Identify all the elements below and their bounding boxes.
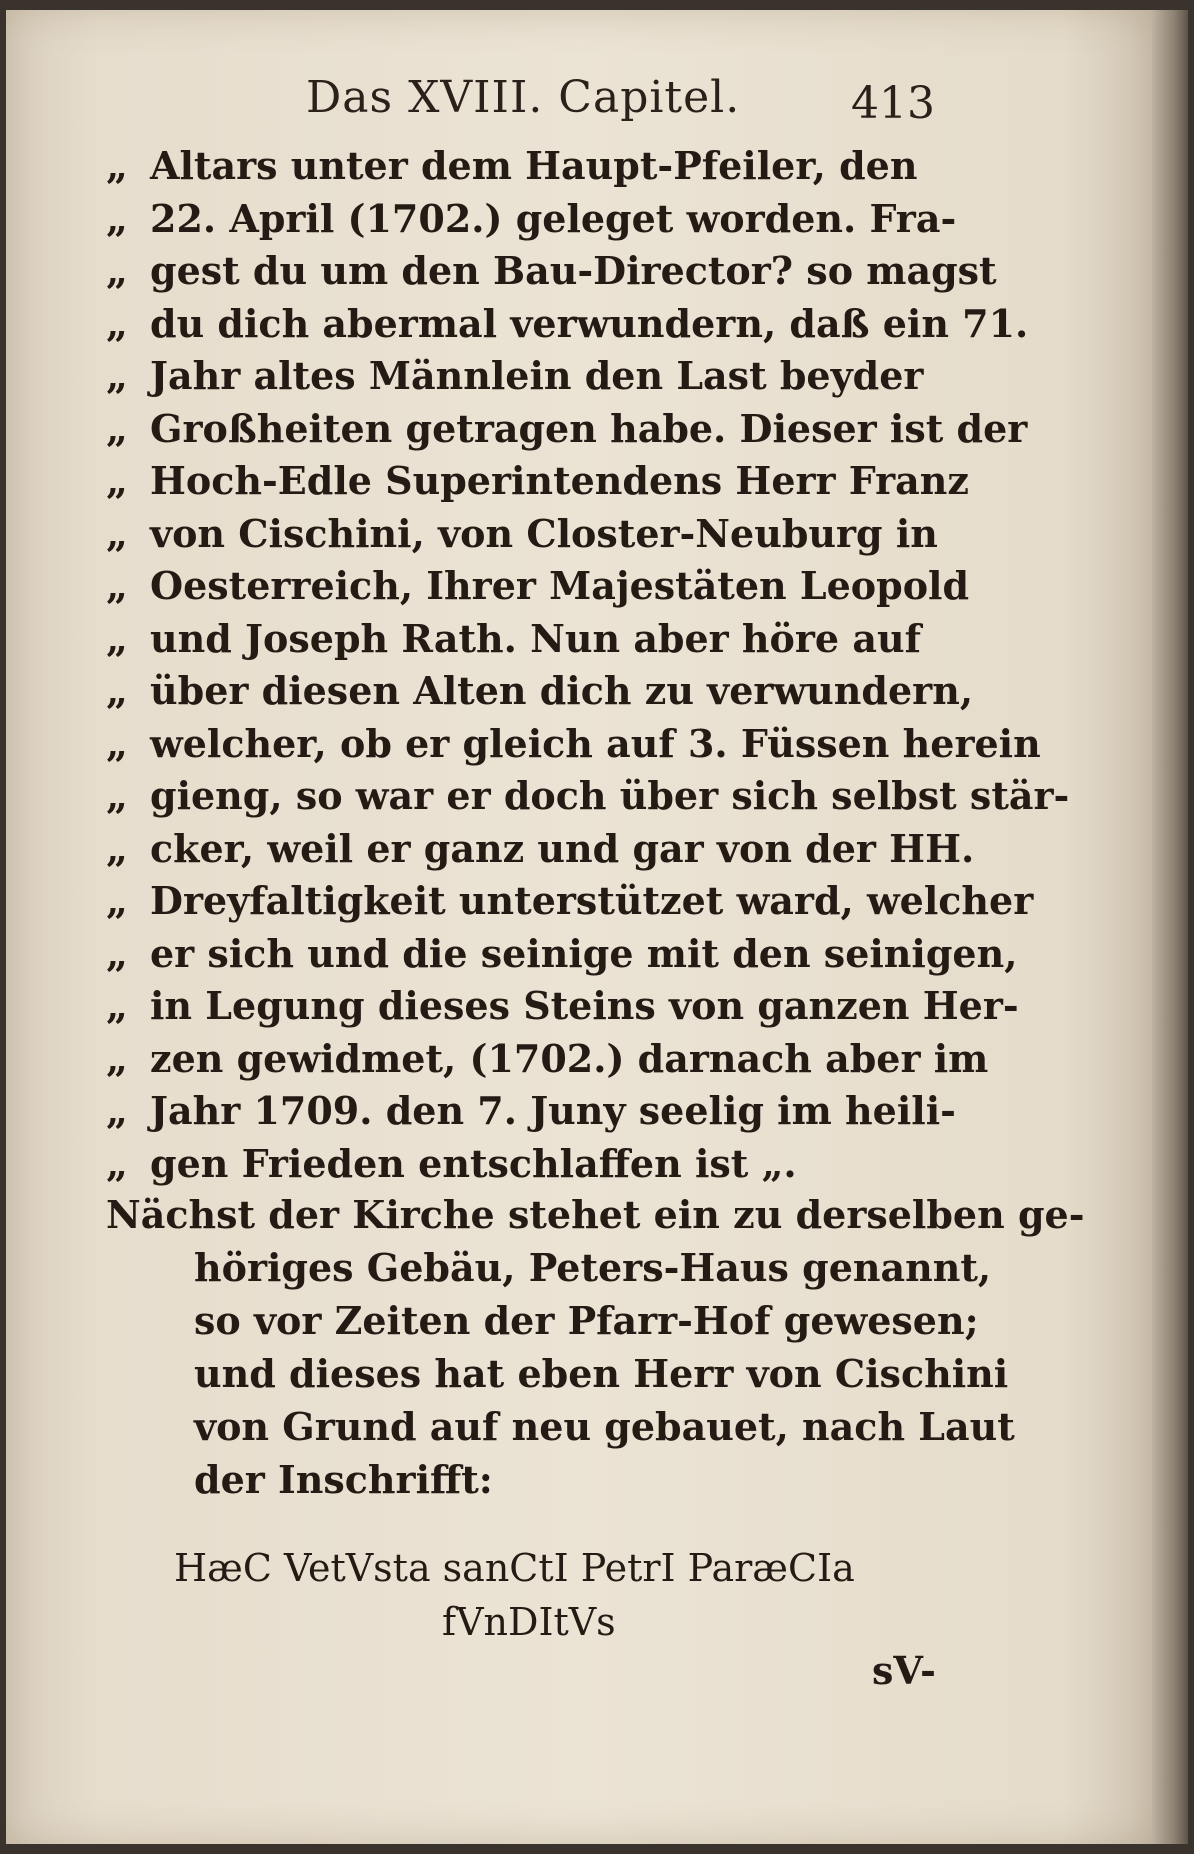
quote-mark: „ (106, 195, 128, 241)
quote-line (106, 350, 986, 403)
paragraph-line: der Inschrifft: (194, 1457, 493, 1502)
quote-line (106, 1033, 989, 1086)
quote-mark: „ (106, 615, 128, 661)
quote-mark: „ (106, 983, 128, 1028)
quote-line-text: gieng, so war er doch über sich selbst stär- (150, 773, 1070, 818)
quote-line-text: er sich und die seinige mit den seinigen, (150, 930, 1018, 976)
page-number: 413 (851, 78, 935, 129)
page-edge-shadow (1152, 10, 1188, 1844)
quote-line-text: 22. April (1702.) geleget worden. Fra- (150, 195, 957, 241)
quote-mark: „ (106, 1035, 128, 1081)
quote-line (106, 665, 986, 718)
quote-line-text: Jahr altes Männlein den Last beyder (150, 353, 924, 398)
quote-line (106, 455, 986, 508)
quote-mark: „ (106, 825, 128, 871)
paragraph-line: von Grund auf neu gebauet, nach Laut (194, 1404, 1015, 1449)
quote-line-text: Oesterreich, Ihrer Majestäten Leopold (150, 563, 970, 608)
quote-line-text: von Cischini, von Closter-Neuburg in (150, 510, 938, 556)
quote-mark: „ (106, 405, 128, 451)
quote-line (106, 403, 1028, 456)
quote-mark: „ (106, 300, 128, 346)
quote-mark: „ (106, 1088, 128, 1133)
quote-mark: „ (106, 930, 128, 976)
quote-line-text: Dreyfaltigkeit unterstützet ward, welcher (150, 878, 1034, 923)
quote-line (106, 928, 1018, 981)
quote-line (106, 718, 1041, 771)
quote-line-text: gest du um den Bau-Director? so magst (150, 248, 997, 293)
quote-mark: „ (106, 668, 128, 713)
quote-line (106, 140, 986, 193)
quote-mark: „ (106, 1140, 128, 1186)
quote-line (106, 823, 986, 876)
quote-line (106, 245, 997, 298)
quote-mark: „ (106, 878, 128, 923)
body-paragraph (106, 1188, 1085, 1506)
quote-line-text: du dich abermal verwundern, daß ein 71. (150, 300, 1029, 346)
paragraph-line: Nächst der Kirche stehet ein zu derselben ge- (106, 1192, 1085, 1237)
quote-mark: „ (106, 248, 128, 293)
quote-line-text: in Legung dieses Steins von ganzen Her- (150, 983, 1019, 1028)
catchword: sV- (872, 1648, 936, 1693)
quote-line-text: gen Frieden entschlaffen ist „. (150, 1140, 797, 1186)
quote-line (106, 508, 986, 561)
quote-line-text: Jahr 1709. den 7. Juny seelig im heili- (150, 1088, 956, 1133)
quote-line-text: cker, weil er ganz und gar von der HH. (150, 825, 975, 871)
inscription-line: fVnDItVs (442, 1600, 616, 1644)
quote-line-text: Großheiten getragen habe. Dieser ist der (150, 405, 1028, 451)
quote-line-text: über diesen Alten dich zu verwundern, (150, 668, 974, 713)
quote-line-text: Hoch-Edle Superintendens Herr Franz (150, 458, 969, 503)
quoted-passage (106, 140, 1070, 1190)
quote-line (106, 1085, 986, 1138)
quote-mark: „ (106, 458, 128, 503)
quote-line-text: und Joseph Rath. Nun aber höre auf (150, 615, 921, 661)
quote-line-text: welcher, ob er gleich auf 3. Füssen herein (150, 720, 1041, 766)
quote-mark: „ (106, 353, 128, 398)
quote-line (106, 875, 1034, 928)
paragraph-line: und dieses hat eben Herr von Cischini (194, 1351, 1009, 1396)
page-paper (6, 10, 1154, 1844)
page-header (6, 72, 1154, 132)
quote-mark: „ (106, 720, 128, 766)
quote-line (106, 298, 1029, 351)
quote-mark: „ (106, 510, 128, 556)
paragraph-line: höriges Gebäu, Peters-Haus genannt, (194, 1245, 992, 1290)
quote-line-text: zen gewidmet, (1702.) darnach aber im (150, 1035, 989, 1081)
quote-line (106, 770, 1070, 823)
quote-line (106, 613, 986, 666)
quote-mark: „ (106, 143, 128, 188)
quote-line (106, 560, 986, 613)
quote-mark: „ (106, 773, 128, 818)
quote-line (106, 1138, 986, 1191)
quote-line (106, 193, 986, 246)
running-title: Das XVIII. Capitel. (306, 72, 741, 123)
quote-line-text: Altars unter dem Haupt-Pfeiler, den (150, 143, 918, 188)
paragraph-line: so vor Zeiten der Pfarr-Hof gewesen; (194, 1298, 979, 1343)
quote-line (106, 980, 1019, 1033)
inscription-line: HæC VetVsta sanCtI PetrI ParæCIa (174, 1546, 855, 1590)
quote-mark: „ (106, 563, 128, 608)
